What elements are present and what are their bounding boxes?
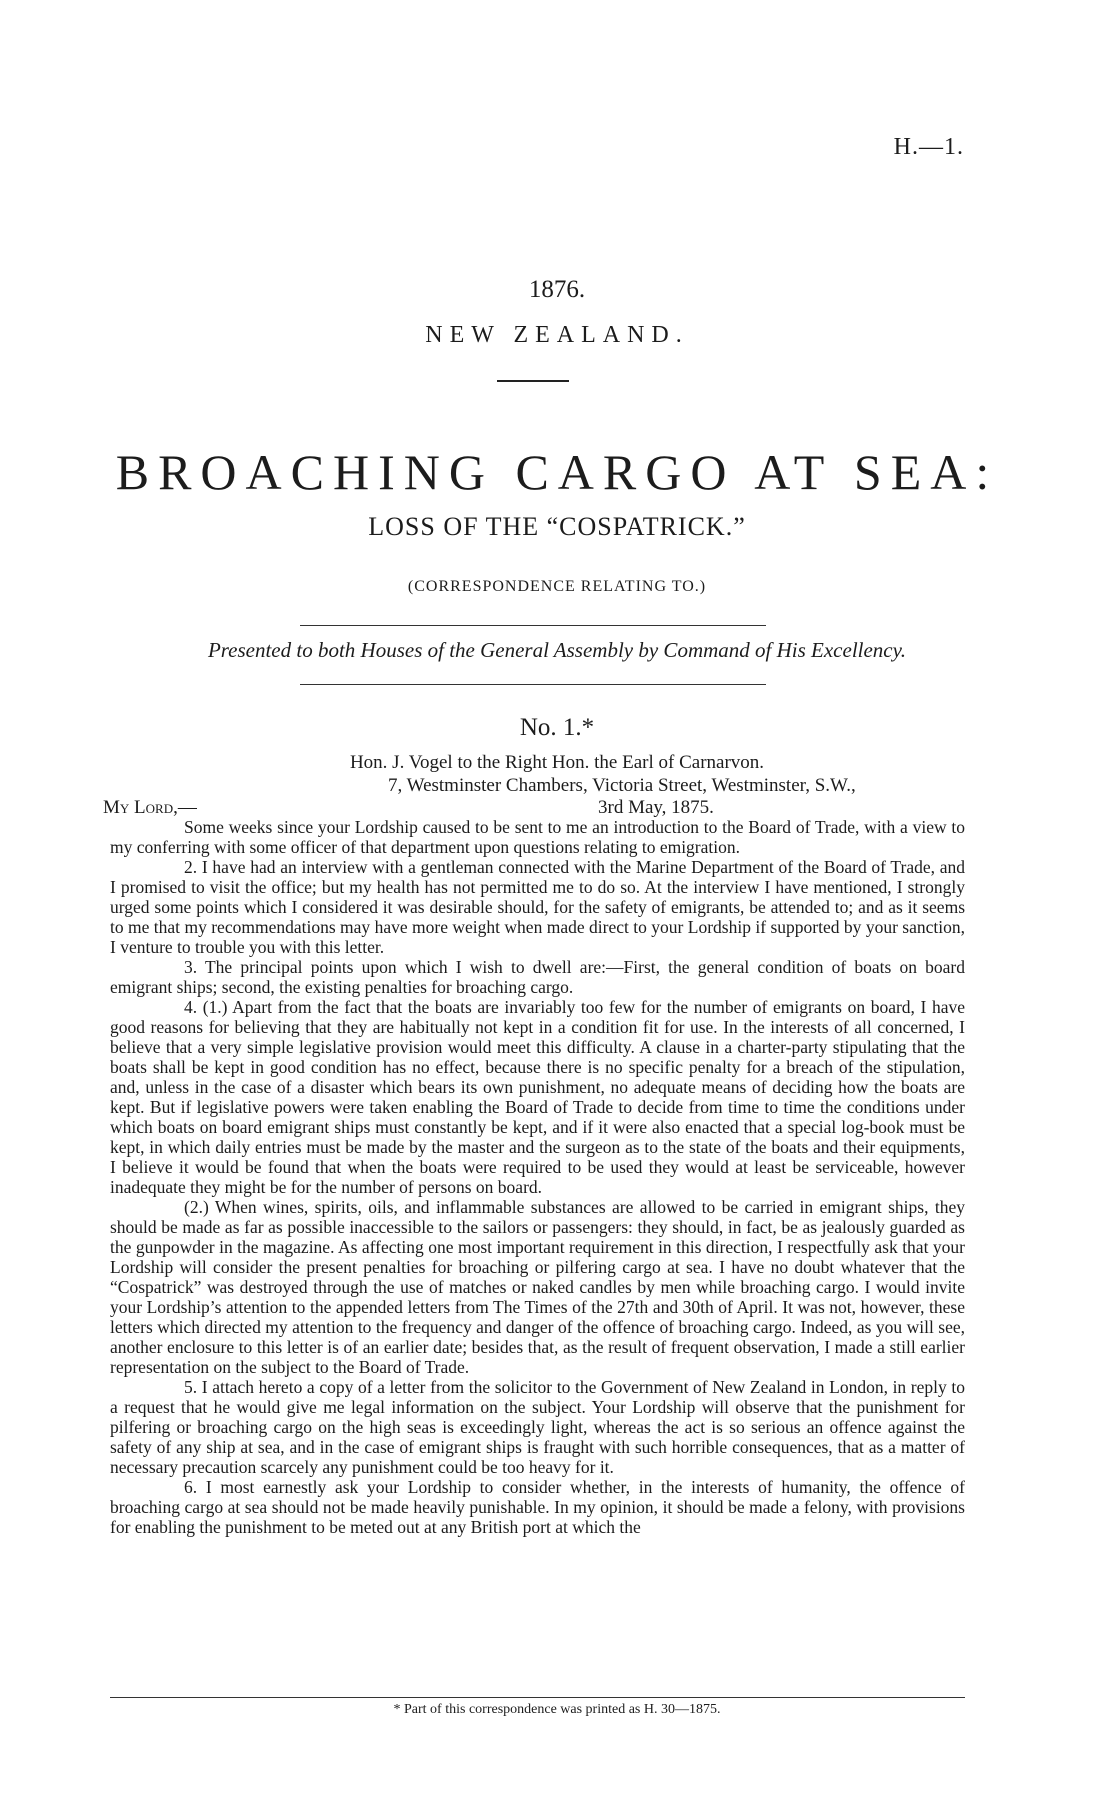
paragraph-3: 3. The principal points upon which I wish to dwell are:—First, the general condition of boats on board emigrant ships; second, the existing penalties for broaching cargo.	[110, 957, 965, 997]
letter-date: 3rd May, 1875.	[598, 797, 714, 818]
presented-rule-bottom	[300, 684, 766, 685]
paragraph-6: 5. I attach hereto a copy of a letter from the solicitor to the Government of New Zealand in London, in reply to a request that he would give me legal information on the subject. Your Lordship will observe that the punishment for pilfering or broaching cargo on the high seas is exceedingly light, whereas the act is so serious an offence against the safety of any ship at sea, and in the case of emigrant ships is fraught with such horrible consequences, that as a matter of necessary precaution scarcely any punishment could be too heavy for it.	[110, 1377, 965, 1477]
page-reference: H.—1.	[893, 134, 964, 160]
title-divider	[497, 380, 569, 382]
paragraph-4: 4. (1.) Apart from the fact that the boats are invariably too few for the number of emigrants on board, I have good reasons for believing that they are habitually not kept in a condition fit for use. In the interests of all concerned, I believe that a very simple legislative provision would meet this difficulty. A clause in a charter-party stipulating that the boats shall be kept in good condition has no effect, because there is no specific penalty for a breach of the stipulation, and, unless in the case of a disaster which bears its own punishment, no adequate means of deciding how the boats are kept. But if legislative powers were taken enabling the Board of Trade to decide from time to time the conditions under which boats on board emigrant ships must constantly be kept, and if it were also enacted that a special log-book must be kept, in which daily entries must be made by the master and the surgeon as to the state of the boats and their equipments, I believe it would be found that when the boats were required to be used they would at least be serviceable, however inadequate they might be for the number of persons on board.	[110, 997, 965, 1197]
paragraph-7: 6. I most earnestly ask your Lordship to consider whether, in the interests of humanity, the offence of broaching cargo at sea should not be made heavily punishable. In my opinion, it should be made a felony, with provisions for enabling the punishment to be meted out at any British port at which the	[110, 1477, 965, 1537]
presented-rule-top	[300, 625, 766, 626]
footnote: * Part of this correspondence was printed as H. 30—1875.	[393, 1702, 721, 1717]
letter-number: No. 1.*	[519, 714, 595, 741]
paragraph-5: (2.) When wines, spirits, oils, and inflammable substances are allowed to be carried in emigrant ships, they should be made as far as possible inaccessible to the sailors or passengers: they should, in fact, be as jealously guarded as the gunpowder in the magazine. As affecting one most important requirement in this direction, I respectfully ask that your Lordship will consider the present penalties for broaching or pilfering cargo at sea. I have no doubt whatever that the “Cospatrick” was destroyed through the use of matches or naked candles by men while broaching cargo. I would invite your Lordship’s attention to the appended letters from The Times of the 27th and 30th of April. It was not, however, these letters which directed my attention to the frequency and danger of the offence of broaching cargo. Indeed, as you will see, another enclosure to this letter is of an earlier date; besides that, as the result of frequent observation, I made a still earlier representation on the subject to the Board of Trade.	[110, 1197, 965, 1377]
country-heading: NEW ZEALAND.	[425, 322, 689, 348]
year: 1876.	[528, 276, 586, 303]
paragraph-1: Some weeks since your Lordship caused to be sent to me an introduction to the Board of Trade, with a view to my conferring with some officer of that department upon questions relating to emigration.	[110, 817, 965, 857]
letter-address: 7, Westminster Chambers, Victoria Street, Westminster, S.W.,	[388, 775, 856, 796]
document-subtitle: LOSS OF THE “COSPATRICK.”	[368, 512, 746, 541]
correspondence-note: (CORRESPONDENCE RELATING TO.)	[407, 578, 707, 595]
footnote-rule	[110, 1697, 965, 1698]
letter-from-to: Hon. J. Vogel to the Right Hon. the Earl of Carnarvon.	[349, 752, 765, 773]
document-title: BROACHING CARGO AT SEA:	[115, 444, 999, 500]
letter-body	[110, 817, 965, 1537]
salutation: My Lord,—	[103, 797, 197, 818]
presented-line: Presented to both Houses of the General Assembly by Command of His Excellency.	[207, 638, 907, 662]
paragraph-2: 2. I have had an interview with a gentleman connected with the Marine Department of the Board of Trade, and I promised to visit the office; but my health has not permitted me to do so. At the interview I have mentioned, I strongly urged some points which I considered it was desirable should, for the safety of emigrants, be attended to; and as it seems to me that my recommendations may have more weight when made direct to your Lordship if supported by your sanction, I venture to trouble you with this letter.	[110, 857, 965, 957]
